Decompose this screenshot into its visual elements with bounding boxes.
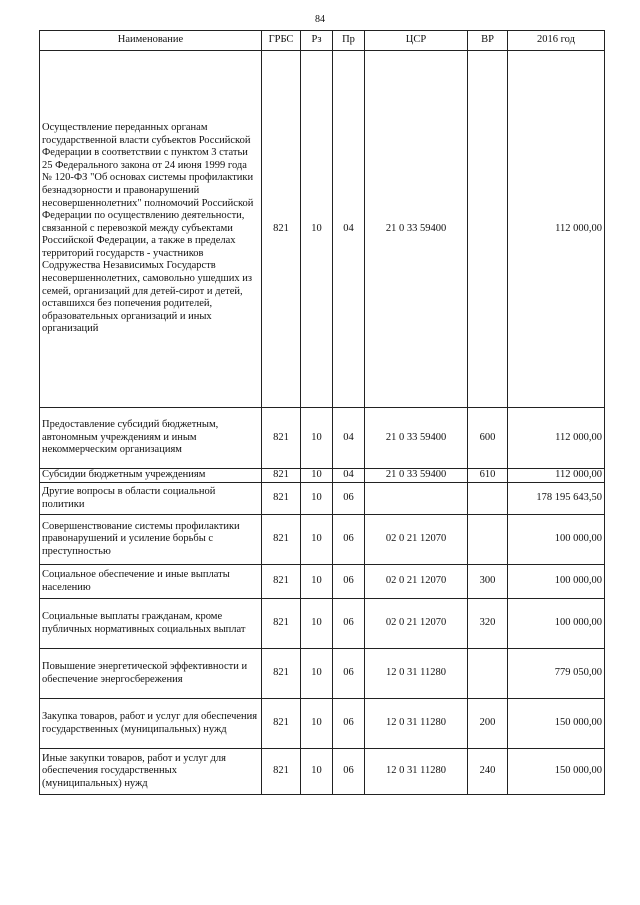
row-csr: 12 0 31 11280: [365, 699, 468, 749]
table-header-row: [40, 31, 605, 51]
row-pr: 06: [333, 565, 365, 599]
row-csr: 02 0 21 12070: [365, 599, 468, 649]
table-row: [40, 515, 605, 565]
row-name: Осуществление переданных органам государственной власти субъектов Российской Федерации в соответствии с пунктом 3 статьи 25 Федерального закона от 24 июня 1999 года № 120-ФЗ "Об основах системы профилактики безнадзорности и правонарушений несовершеннолетних" полномочий Российской Федерации по осуществлению деятельности, связанной с перевозкой между субъектами Российской Федерации, а также в пределах территорий государств - участников Содружества Независимых Государств несовершеннолетних, самовольно ушедших из семей, организаций для детей-сирот и детей, оставшихся без попечения родителей, образовательных организаций и иных организаций: [40, 51, 262, 408]
row-name: Иные закупки товаров, работ и услуг для обеспечения государственных (муниципальных) нужд: [40, 749, 262, 795]
row-vr: 600: [468, 408, 508, 469]
table-row: [40, 565, 605, 599]
row-name: Закупка товаров, работ и услуг для обеспечения государственных (муниципальных) нужд: [40, 699, 262, 749]
row-csr: 12 0 31 11280: [365, 749, 468, 795]
row-name: Другие вопросы в области социальной политики: [40, 483, 262, 515]
row-vr: 240: [468, 749, 508, 795]
row-name: Повышение энергетической эффективности и обеспечение энергосбережения: [40, 649, 262, 699]
table-row: [40, 699, 605, 749]
row-pr: 06: [333, 483, 365, 515]
table-row: [40, 749, 605, 795]
row-pr: 06: [333, 749, 365, 795]
row-amount: 112 000,00: [508, 51, 605, 408]
row-grbs: 821: [262, 51, 301, 408]
row-rz: 10: [301, 599, 333, 649]
row-amount: 100 000,00: [508, 599, 605, 649]
row-rz: 10: [301, 515, 333, 565]
row-csr: [365, 483, 468, 515]
header-grbs: ГРБС: [262, 31, 301, 51]
row-csr: 02 0 21 12070: [365, 565, 468, 599]
row-csr: 02 0 21 12070: [365, 515, 468, 565]
row-grbs: 821: [262, 565, 301, 599]
row-grbs: 821: [262, 469, 301, 483]
row-pr: 04: [333, 469, 365, 483]
row-amount: 100 000,00: [508, 565, 605, 599]
row-amount: 150 000,00: [508, 699, 605, 749]
row-vr: 200: [468, 699, 508, 749]
header-name: Наименование: [40, 31, 262, 51]
row-rz: 10: [301, 483, 333, 515]
table-row: [40, 599, 605, 649]
row-rz: 10: [301, 699, 333, 749]
table-row: [40, 483, 605, 515]
row-vr: [468, 483, 508, 515]
row-amount: 112 000,00: [508, 469, 605, 483]
header-csr: ЦСР: [365, 31, 468, 51]
row-csr: 21 0 33 59400: [365, 408, 468, 469]
row-rz: 10: [301, 649, 333, 699]
row-vr: [468, 51, 508, 408]
row-csr: 12 0 31 11280: [365, 649, 468, 699]
row-grbs: 821: [262, 749, 301, 795]
header-year: 2016 год: [508, 31, 605, 51]
header-rz: Рз: [301, 31, 333, 51]
row-pr: 04: [333, 51, 365, 408]
row-grbs: 821: [262, 515, 301, 565]
row-name: Субсидии бюджетным учреждениям: [40, 469, 262, 483]
row-vr: [468, 515, 508, 565]
row-csr: 21 0 33 59400: [365, 51, 468, 408]
table-row: [40, 51, 605, 408]
row-rz: 10: [301, 469, 333, 483]
row-name: Предоставление субсидий бюджетным, автономным учреждениям и иным некоммерческим организациям: [40, 408, 262, 469]
page-number: 84: [315, 14, 325, 25]
table-row: [40, 469, 605, 483]
row-rz: 10: [301, 565, 333, 599]
row-amount: 100 000,00: [508, 515, 605, 565]
row-name: Совершенствование системы профилактики правонарушений и усиление борьбы с преступностью: [40, 515, 262, 565]
row-name: Социальное обеспечение и иные выплаты населению: [40, 565, 262, 599]
row-amount: 112 000,00: [508, 408, 605, 469]
budget-table: [39, 30, 605, 795]
row-amount: 150 000,00: [508, 749, 605, 795]
header-vr: ВР: [468, 31, 508, 51]
row-pr: 06: [333, 515, 365, 565]
row-amount: 178 195 643,50: [508, 483, 605, 515]
row-grbs: 821: [262, 483, 301, 515]
row-grbs: 821: [262, 699, 301, 749]
row-grbs: 821: [262, 408, 301, 469]
row-csr: 21 0 33 59400: [365, 469, 468, 483]
row-rz: 10: [301, 749, 333, 795]
row-name: Социальные выплаты гражданам, кроме публичных нормативных социальных выплат: [40, 599, 262, 649]
table-row: [40, 408, 605, 469]
row-pr: 06: [333, 649, 365, 699]
row-vr: 320: [468, 599, 508, 649]
header-pr: Пр: [333, 31, 365, 51]
row-vr: [468, 649, 508, 699]
row-rz: 10: [301, 408, 333, 469]
row-pr: 06: [333, 699, 365, 749]
row-grbs: 821: [262, 599, 301, 649]
row-grbs: 821: [262, 649, 301, 699]
table-row: [40, 649, 605, 699]
row-amount: 779 050,00: [508, 649, 605, 699]
row-vr: 610: [468, 469, 508, 483]
row-pr: 04: [333, 408, 365, 469]
row-vr: 300: [468, 565, 508, 599]
row-rz: 10: [301, 51, 333, 408]
row-pr: 06: [333, 599, 365, 649]
